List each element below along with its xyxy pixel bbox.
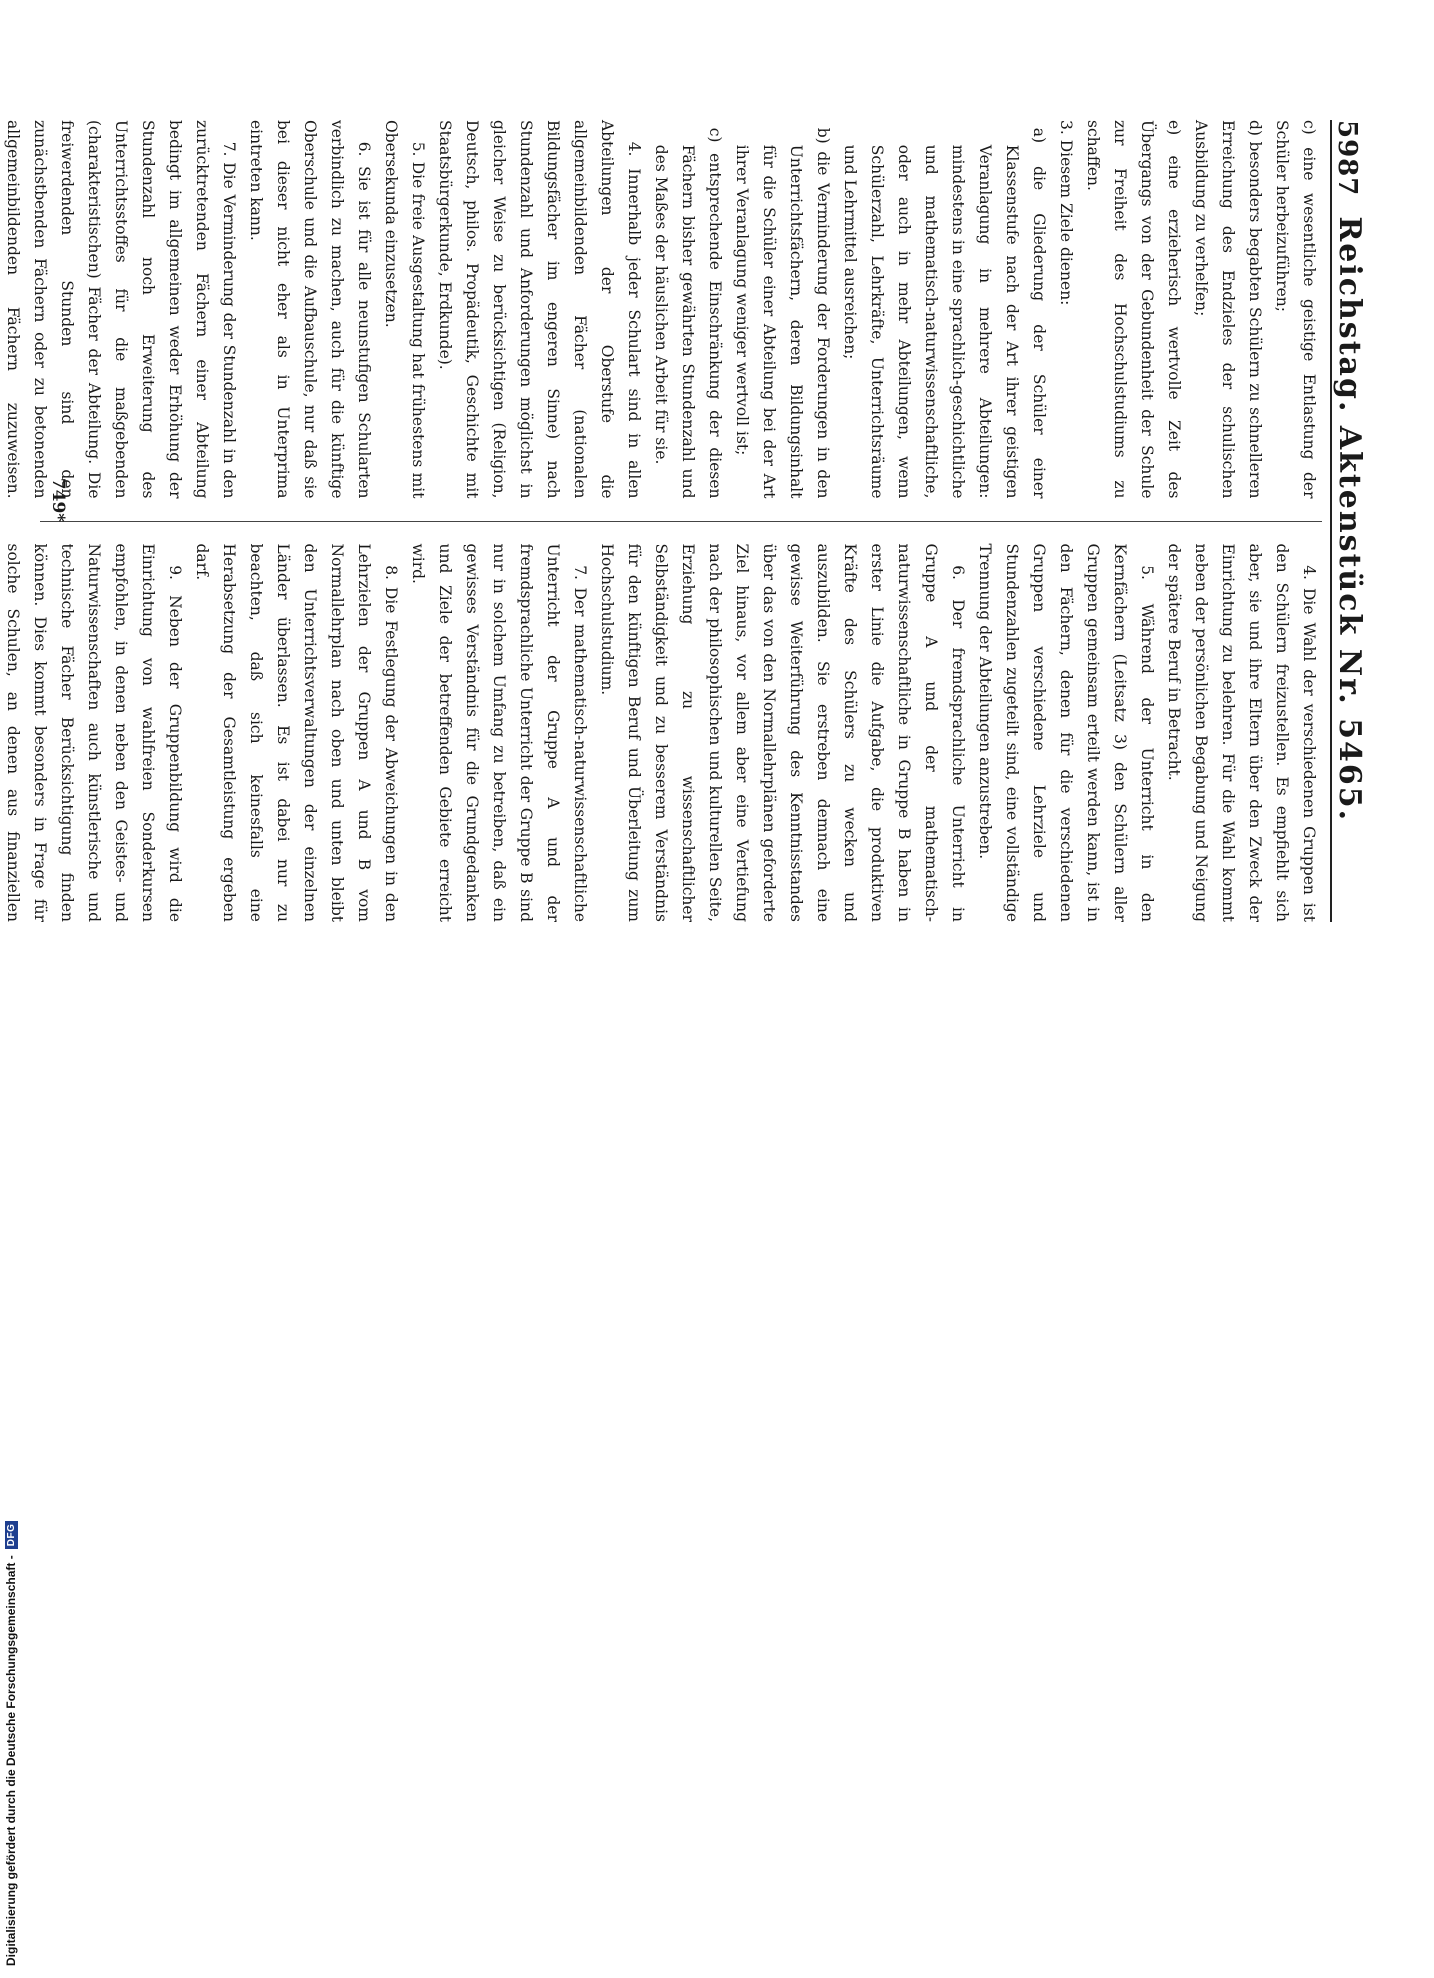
left-column-paragraph: b) die Verminderung der Forderungen in den Unterrichtsfächern, deren Bildungsinhalt für die Schüler einer Abteilung bei der Art ihrer Veranlagung weniger wertvoll ist; [733,127,832,499]
left-column-paragraph: c) eine wesentliche geistige Entlastung der Schüler herbeizuführen; [1273,120,1318,499]
page-header [1330,120,1372,922]
dfg-logo: DFG [5,1521,18,1550]
page-title: Reichstag. Aktenstück Nr. 5465. [1332,216,1367,823]
right-column-paragraph: 6. Der fremdsprachliche Unterricht in Gruppe A und der mathematisch-naturwissenschaftliche in Gruppe B haben in erster Linie die Aufgabe, die produktiven Kräfte des Schülers zu wecken und auszubilden. Sie erstreben demnach eine gewisse Weiterführung des Kenntnisstandes über das von den Normallehrplänen geforderte Ziel hinaus, vor allem aber eine Vertiefung nach der philosophischen und kulturellen Seite, Erziehung zu wissenschaftlicher Selbständigkeit und zu besserem Verständnis für den künftigen Beruf und Überleitung zum Hochschulstudium. [598,543,967,922]
left-column-paragraph: 7. Die Verminderung der Stundenzahl in den zurücktretenden Fächern einer Abteilung bedingt im allgemeinen weder Erhöhung der Stundenzahl noch Erweiterung des Unterrichtsstoffes für die maßgebenden (charakteristischen) Fächer der Abteilung. Die freiwerdenden Stunden sind den zunächstbenden Fächern oder zu betonenden allgemeinbildenden Fächern zuzuweisen. [4,120,238,499]
left-column-paragraph: c) entsprechende Einschränkung der diesen Fächern bisher gewährten Stundenzahl und des Maßes der häuslichen Arbeit für sie. [652,127,724,499]
left-column-paragraph: 4. Innerhalb jeder Schulart sind in allen Abteilungen der Oberstufe die allgemeinbildenden Fächer (nationalen Bildungsfächer im engeren Sinne) nach Stundenzahl und Anforderungen möglichst in gleicher Weise zu berücksichtigen (Religion, Deutsch, philos. Propädeutik, Geschichte mit Staatsbürgerkunde, Erdkunde). [436,120,643,499]
page-number: 5987 [1332,120,1362,197]
left-column-paragraph: 5. Die freie Ausgestaltung hat frühestens mit Obersekunda einzusetzen. [382,120,427,499]
left-column-paragraph: d) besonders begabten Schülern zu schnelleren Erreichung des Endzieles der schulischen Ausbildung zu verhelfen; [1192,120,1264,499]
right-column-paragraph: 7. Der mathematisch-naturwissenschaftliche Unterricht der Gruppe A und der fremdsprachliche Unterricht der Gruppe B sind nur in solchem Umfang zu betreiben, daß ein gewisses Verständnis für die Grundgedanken und Ziele der betreffenden Gebiete erreicht wird. [409,543,589,922]
right-column [4,522,1322,923]
left-column-paragraph: 6. Sie ist für alle neunstufigen Schularten verbindlich zu machen, auch für die künftige Oberschule und die Aufbauschule, nur daß sie bei dieser nicht eher als in Unterprima eintreten kann. [247,120,373,499]
digitization-credit [0,978,22,1978]
right-column-paragraph: 5. Während der Unterricht in den Kernfächern (Leitsatz 3) den Schülern aller Gruppen gemeinsam erteilt werden kann, ist in den Fächern, denen für die verschiedenen Gruppen verschiedene Lehrziele und Stundenzahlen zugeteilt sind, eine vollständige Trennung der Abteilungen anzustreben. [976,543,1156,922]
page-footer-mark: 749* [48,477,68,523]
text-columns [4,120,1322,922]
left-column [4,120,1322,521]
left-column-paragraph: e) eine erzieherisch wertvolle Zeit des Übergangs von der Gebundenheit der Schule zur Freiheit des Hochschulstudiums zu schaffen. [1084,120,1183,499]
left-column-paragraph: a) die Gliederung der Schüler einer Klassenstufe nach der Art ihrer geistigen Veranlagung in mehrere Abteilungen: mindestens in eine sprachlich-geschichtliche und mathematisch-naturwissenschaftliche, oder auch in mehr Abteilungen, wenn Schülerzahl, Lehrkräfte, Unterrichtsräume und Lehrmittel ausreichen; [841,127,1048,499]
right-column-paragraph: 9. Neben der Gruppenbildung wird die Einrichtung von wahlfreien Sonderkursen empfohlen, in denen neben den Geistes- und Naturwissenschaften auch künstlerische und technische Fächer Berücksichtigung finden können. Dies kommt besonders in Frage für solche Schulen, an denen aus finanziellen [4,543,184,922]
right-column-paragraph: 4. Die Wahl der verschiedenen Gruppen ist den Schülern freizustellen. Es empfiehlt sich aber, sie und ihre Eltern über den Zweck der Einrichtung zu belehren. Für die Wahl kommt neben der persönlichen Begabung und Neigung der spätere Beruf in Betracht. [1165,543,1318,922]
credit-text: Digitalisierung gefördert durch die Deutsche Forschungsgemeinschaft - [4,1555,18,1966]
right-column-paragraph: 8. Die Festlegung der Abweichungen in den Lehrzielen der Gruppen A und B vom Normallehrplan nach oben und unten bleibt den Unterrichtsverwaltungen der einzelnen Länder überlassen. Es ist dabei nur zu beachten, daß sich keinesfalls eine Herabsetzung der Gesamtleistung ergeben darf. [193,543,400,922]
left-column-paragraph: 3. Diesem Ziele dienen: [1057,120,1075,306]
